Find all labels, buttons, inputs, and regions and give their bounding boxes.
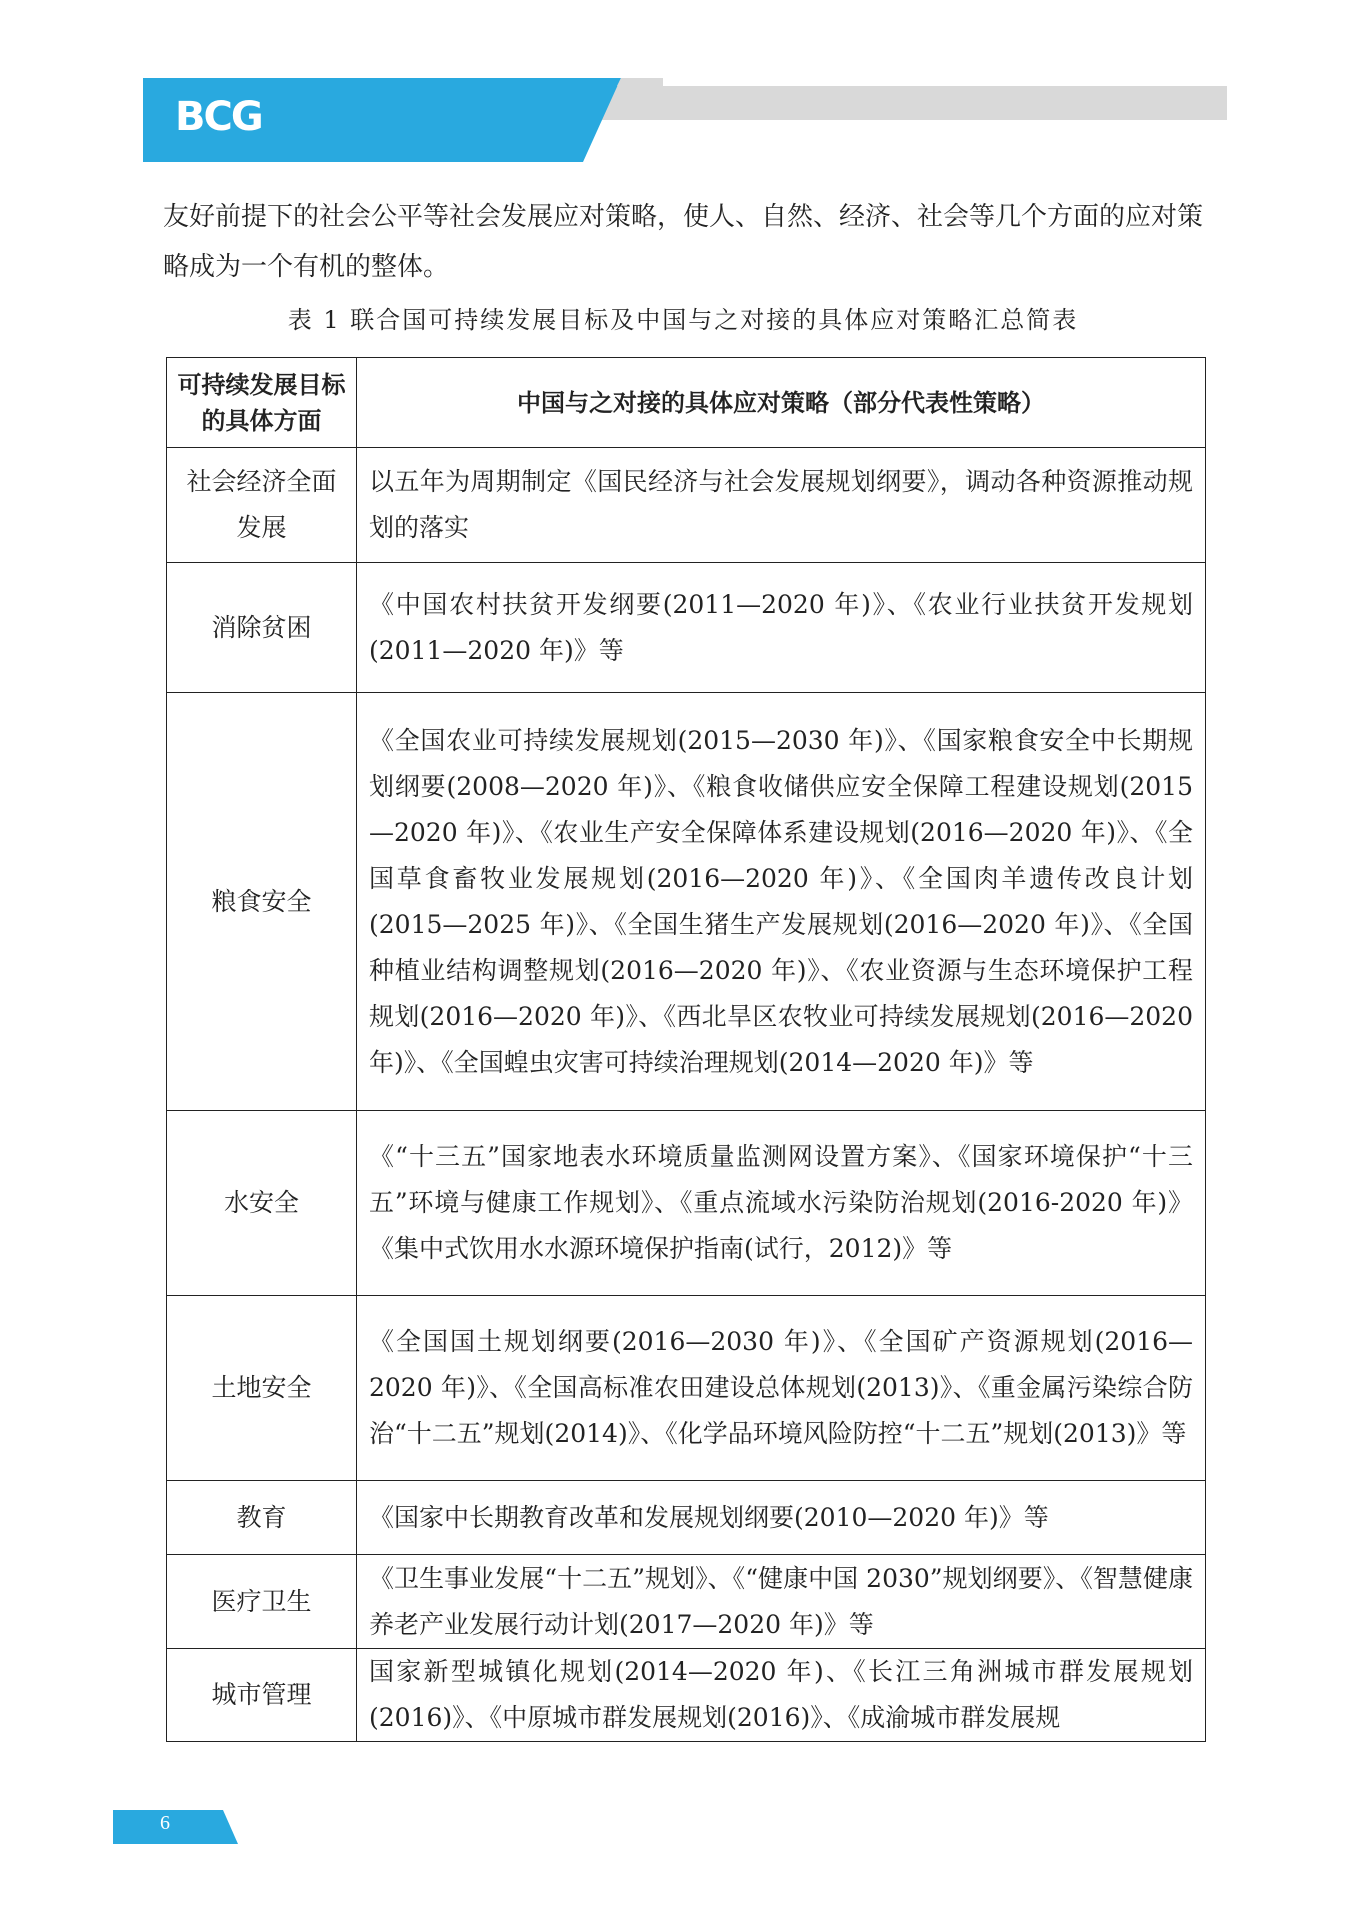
header-aspect: 可持续发展目标的具体方面 xyxy=(167,358,357,448)
row-aspect: 消除贫困 xyxy=(167,563,357,693)
table-row xyxy=(167,693,1206,1111)
table-row xyxy=(167,1481,1206,1555)
table-row xyxy=(167,448,1206,563)
bcg-logo: BCG xyxy=(175,94,262,140)
table-header-row xyxy=(167,358,1206,448)
row-strategy: 国家新型城镇化规划(2014—2020 年)、《长江三角洲城市群发展规划(2016)》、《中原城市群发展规划(2016)》、《成渝城市群发展规 xyxy=(357,1649,1206,1742)
row-aspect: 水安全 xyxy=(167,1111,357,1296)
page-number: 6 xyxy=(160,1812,170,1834)
row-aspect: 社会经济全面发展 xyxy=(167,448,357,563)
row-aspect: 土地安全 xyxy=(167,1296,357,1481)
intro-paragraph: 友好前提下的社会公平等社会发展应对策略，使人、自然、经济、社会等几个方面的应对策略成为一个有机的整体。 xyxy=(163,202,1204,282)
table-row xyxy=(167,1555,1206,1649)
row-strategy: 《全国农业可持续发展规划(2015—2030 年)》、《国家粮食安全中长期规划纲要(2008—2020 年)》、《粮食收储供应安全保障工程建设规划(2015—2020 年)》、《农业生产安全保障体系建设规划(2016—2020 年)》、《全国草食畜牧业发展规划(2016—2020 年)》、《全国肉羊遗传改良计划(2015—2025 年)》、《全国生猪生产发展规划(2016—2020 年)》、《全国种植业结构调整规划(2016—2020 年)》、《农业资源与生态环境保护工程规划(2016—2020 年)》、《西北旱区农牧业可持续发展规划(2016—2020 年)》、《全国蝗虫灾害可持续治理规划(2014—2020 年)》等 xyxy=(357,693,1206,1111)
header-banner xyxy=(143,78,1227,162)
row-aspect: 医疗卫生 xyxy=(167,1555,357,1649)
row-strategy: 《国家中长期教育改革和发展规划纲要(2010—2020 年)》等 xyxy=(357,1481,1206,1555)
table-row xyxy=(167,1296,1206,1481)
row-strategy: 《“十三五”国家地表水环境质量监测网设置方案》、《国家环境保护“十三五”环境与健康工作规划》、《重点流域水污染防治规划(2016-2020 年)》《集中式饮用水水源环境保护指南(试行，2012)》等 xyxy=(357,1111,1206,1296)
row-strategy: 以五年为周期制定《国民经济与社会发展规划纲要》，调动各种资源推动规划的落实 xyxy=(357,448,1206,563)
page-number-band xyxy=(113,1810,238,1844)
table-caption: 表 1 联合国可持续发展目标及中国与之对接的具体应对策略汇总简表 xyxy=(287,306,1079,334)
row-aspect: 粮食安全 xyxy=(167,693,357,1111)
header-strategy: 中国与之对接的具体应对策略（部分代表性策略） xyxy=(357,358,1206,448)
row-aspect: 城市管理 xyxy=(167,1649,357,1742)
row-strategy: 《卫生事业发展“十二五”规划》、《“健康中国 2030”规划纲要》、《智慧健康养老产业发展行动计划(2017—2020 年)》等 xyxy=(357,1555,1206,1649)
row-strategy: 《全国国土规划纲要(2016—2030 年)》、《全国矿产资源规划(2016—2020 年)》、《全国高标准农田建设总体规划(2013)》、《重金属污染综合防治“十二五”规划(2014)》、《化学品环境风险防控“十二五”规划(2013)》等 xyxy=(357,1296,1206,1481)
table-row xyxy=(167,563,1206,693)
row-aspect: 教育 xyxy=(167,1481,357,1555)
table-row xyxy=(167,1649,1206,1742)
strategy-table xyxy=(166,357,1206,1742)
row-strategy: 《中国农村扶贫开发纲要(2011—2020 年)》、《农业行业扶贫开发规划(2011—2020 年)》等 xyxy=(357,563,1206,693)
table-row xyxy=(167,1111,1206,1296)
